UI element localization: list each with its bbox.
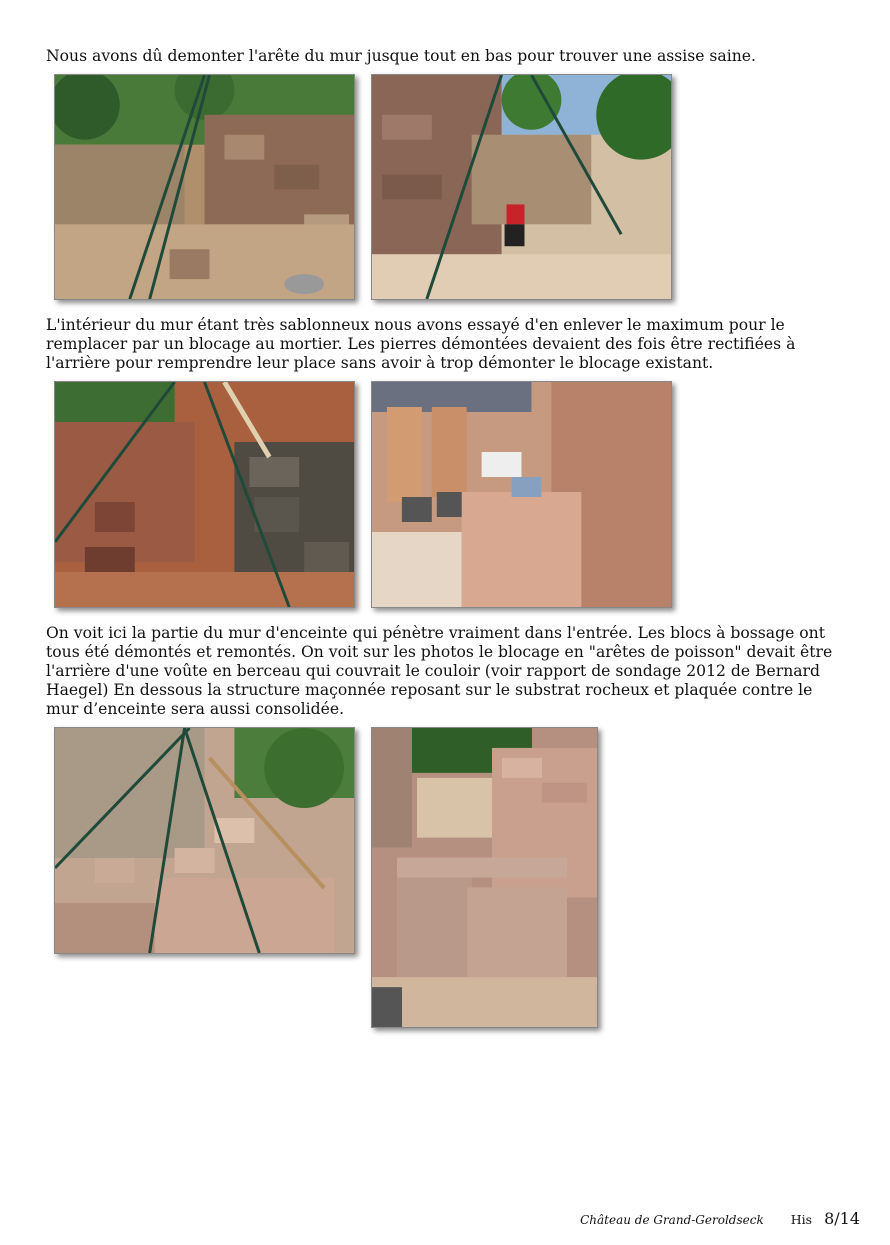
photo-wall-interior-sand xyxy=(54,381,355,608)
paragraph-1: Nous avons dû demonter l'arête du mur jusque tout en bas pour trouver une assise saine. xyxy=(46,47,756,65)
paragraph-3: On voit ici la partie du mur d'enceinte qui pénètre vraiment dans l'entrée. Les blocs à bossage ont tous été démontés et remontés. On voit sur les photos le blocage en "arêtes de poisson" devait être l'arrière d'une voûte en berceau qui couvrait le couloir (voir rapport de sondage 2012 de Bernard Haegel) En dessous la structure maçonnée reposant sur le substrat rocheux et plaquée contre le mur d’enceinte sera aussi consolidée. xyxy=(46,624,833,718)
photo-wall-dismantled-left xyxy=(54,74,355,300)
page-number: 8/14 xyxy=(824,1209,860,1228)
page-footer xyxy=(580,1209,860,1229)
paragraph-2: L'intérieur du mur étant très sablonneux nous avons essayé d'en enlever le maximum pour le remplacer par un blocage au mortier. Les pierres démontées devaient des fois être rectifiées à l'arrière pour remprendre leur place sans avoir à trop démonter le blocage existant. xyxy=(46,316,796,372)
photo-herringbone-blocking-structure xyxy=(371,727,598,1028)
footer-title: Château de Grand-Geroldseck xyxy=(580,1213,764,1227)
photo-wall-worker-kneeling xyxy=(371,74,672,300)
photo-worker-chiseling-stone xyxy=(371,381,672,608)
photo-bossage-blocks-wall xyxy=(54,727,355,954)
footer-section: His xyxy=(790,1212,813,1227)
